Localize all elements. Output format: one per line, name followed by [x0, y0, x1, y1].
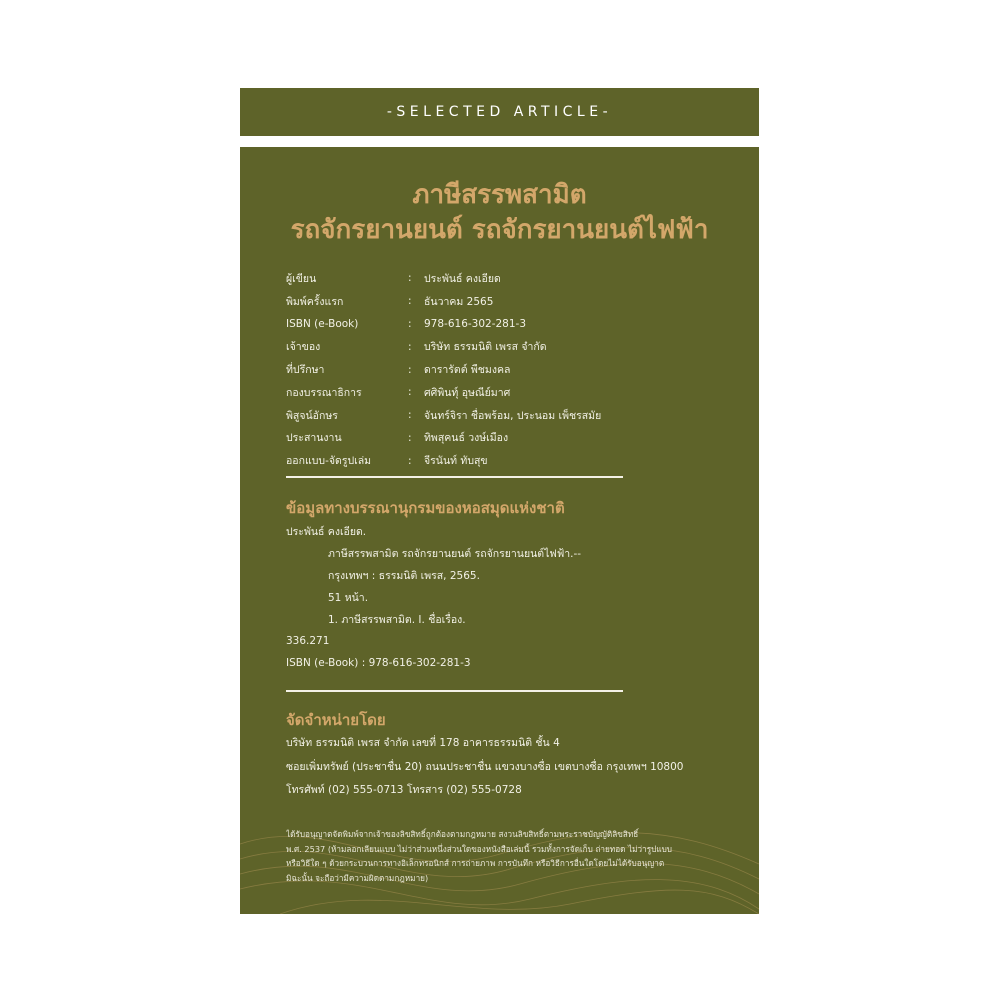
- credit-label: ออกแบบ-จัดรูปเล่ม: [286, 455, 372, 468]
- banner-label: -SELECTED ARTICLE-: [386, 104, 613, 120]
- distribution-info: [286, 731, 726, 802]
- credit-colon: :: [408, 340, 412, 353]
- credit-value: ดารารัตต์ พืชมงคล: [424, 364, 511, 377]
- credit-colon: :: [408, 454, 412, 467]
- credit-value: ทิพสุคนธ์ วงษ์เมือง: [424, 432, 509, 445]
- catalog-title: ภาษีสรรพสามิต รถจักรยานยนต์ รถจักรยานยนต์ไฟฟ้า.--: [328, 547, 582, 560]
- distributor-phone: โทรศัพท์ (02) 555-0713 โทรสาร (02) 555-0728: [286, 784, 522, 797]
- book-title-line-2: รถจักรยานยนต์ รถจักรยานยนต์ไฟฟ้า: [290, 215, 709, 245]
- credit-colon: :: [408, 317, 412, 330]
- credit-row: [286, 404, 726, 427]
- notice-line: มิฉะนั้น จะถือว่ามีความผิดตามกฎหมาย): [286, 872, 429, 883]
- credit-row: [286, 267, 726, 290]
- credit-colon: :: [408, 272, 412, 285]
- credit-label: พิสูจน์อักษร: [286, 409, 338, 422]
- credit-value: ศศิพินทุ์ อุษณีย์มาศ: [424, 386, 511, 399]
- catalog-entry: [286, 520, 726, 674]
- catalog-subjects: 1. ภาษีสรรพสามิต. I. ชื่อเรื่อง.: [328, 613, 466, 626]
- book-title-line-1: ภาษีสรรพสามิต: [412, 180, 587, 210]
- catalog-heading: ข้อมูลทางบรรณานุกรมของหอสมุดแห่งชาติ: [286, 499, 565, 517]
- credit-label: ประสานงาน: [286, 432, 342, 445]
- distribution-heading: จัดจำหน่ายโดย: [286, 711, 386, 729]
- credits-list: [286, 267, 726, 472]
- credit-label: ISBN (e-Book): [286, 317, 359, 330]
- credit-label: กองบรรณาธิการ: [286, 386, 362, 399]
- distributor-address: ซอยเพิ่มทรัพย์ (ประชาชื่น 20) ถนนประชาชื่น แขวงบางซื่อ เขตบางซื่อ กรุงเทพฯ 10800: [286, 760, 684, 773]
- credit-value: บริษัท ธรรมนิติ เพรส จำกัด: [424, 341, 547, 354]
- catalog-publisher: กรุงเทพฯ : ธรรมนิติ เพรส, 2565.: [328, 569, 480, 582]
- credit-value: 978-616-302-281-3: [424, 317, 527, 330]
- credit-colon: :: [408, 295, 412, 308]
- credit-label: ผู้เขียน: [286, 272, 317, 285]
- credit-colon: :: [408, 386, 412, 399]
- notice-line: ได้รับอนุญาตจัดพิมพ์จากเจ้าของลิขสิทธิ์ถูกต้องตามกฎหมาย สงวนลิขสิทธิ์ตามพระราชบัญญัติลิขสิทธิ์: [286, 829, 639, 839]
- copyright-notice: [286, 827, 716, 885]
- catalog-isbn: ISBN (e-Book) : 978-616-302-281-3: [286, 657, 471, 669]
- distributor-name: บริษัท ธรรมนิติ เพรส จำกัด เลขที่ 178 อาคารธรรมนิติ ชั้น 4: [286, 737, 560, 750]
- catalog-pages: 51 หน้า.: [328, 591, 369, 604]
- credit-colon: :: [408, 431, 412, 444]
- catalog-author: ประพันธ์ คงเอียด.: [286, 525, 367, 538]
- credit-label: ที่ปรึกษา: [286, 364, 325, 377]
- selected-article-banner: [240, 88, 759, 136]
- notice-line: หรือวิธีใด ๆ ด้วยกระบวนการทางอิเล็กทรอนิกส์ การถ่ายภาพ การบันทึก หรือวิธีการอื่นใดโดยไม่ได้รับอนุญาต: [286, 858, 665, 868]
- credit-label: พิมพ์ครั้งแรก: [286, 295, 344, 308]
- credit-row: [286, 358, 726, 381]
- credit-colon: :: [408, 409, 412, 422]
- credit-value: จันทร์จิรา ชื่อพร้อม, ประนอม เพ็ชรสมัย: [424, 409, 602, 422]
- credit-value: ธันวาคม 2565: [424, 295, 494, 308]
- credit-row: [286, 427, 726, 450]
- credit-value: จีรนันท์ ทับสุข: [424, 455, 488, 468]
- credit-row: [286, 381, 726, 404]
- credit-row: [286, 449, 726, 472]
- credit-value: ประพันธ์ คงเอียด: [424, 272, 501, 285]
- credit-label: เจ้าของ: [286, 341, 321, 354]
- copyright-page: [240, 147, 759, 914]
- credit-row: [286, 313, 726, 336]
- divider: [286, 690, 623, 692]
- divider: [286, 476, 623, 478]
- catalog-class-number: 336.271: [286, 635, 330, 647]
- notice-line: พ.ศ. 2537 (ห้ามลอกเลียนแบบ ไม่ว่าส่วนหนึ่งส่วนใดของหนังสือเล่มนี้ รวมทั้งการจัดเก็บ ถ่ายทอด ไม่ว่ารูปแบบ: [286, 843, 673, 854]
- credit-colon: :: [408, 363, 412, 376]
- credit-row: [286, 290, 726, 313]
- credit-row: [286, 335, 726, 358]
